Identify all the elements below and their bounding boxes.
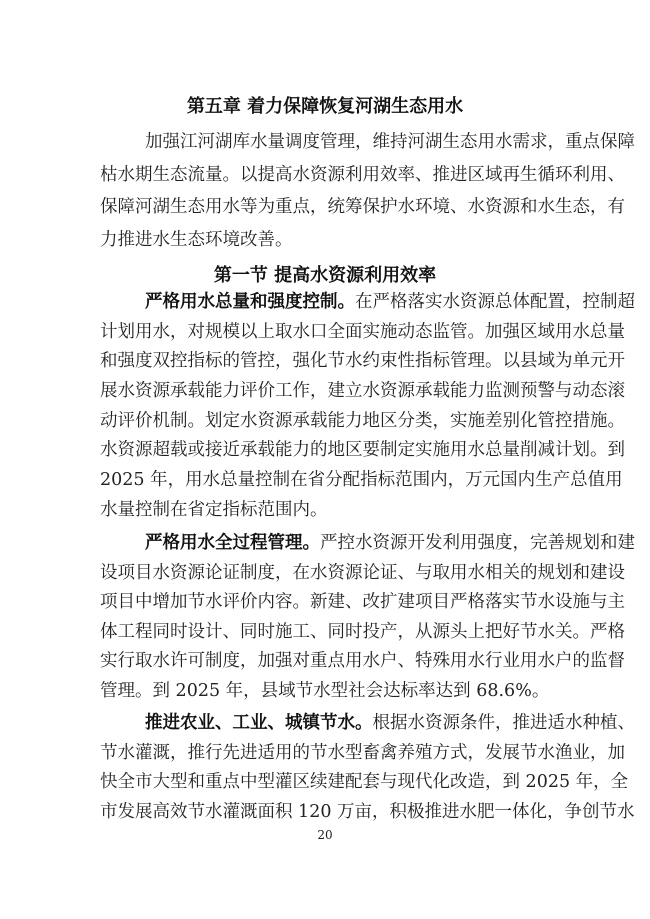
text-line: 枯水期生态流量。以提高水资源利用效率、推进区域再生循环利用、 (100, 164, 625, 185)
paragraph-lead: 严格用水全过程管理。 (145, 533, 320, 553)
text-line: 水量控制在省定指标范围内。 (100, 499, 328, 520)
text-segment: 严控水资源开发利用强度，完善规划和建 (320, 533, 635, 553)
page-number: 20 (317, 828, 333, 842)
text-line: 动评价机制。划定水资源承载能力地区分类，实施差别化管控措施。 (100, 410, 625, 431)
paragraph-lead: 严格用水总量和强度控制。 (145, 292, 355, 312)
text-line: 2025 年，用水总量控制在省分配指标范围内，万元国内生产总值用 (100, 470, 623, 491)
text-segment: 根据水资源条件，推进适水种植、 (372, 713, 635, 733)
text-line: 体工程同时设计、同时施工、同时投产，从源头上把好节水关。严格 (100, 621, 625, 642)
paragraph-water-total-control (100, 288, 635, 526)
text-segment: 在严格落实水资源总体配置，控制超 (355, 292, 635, 312)
text-line: 节水灌溉，推行先进适用的节水型畜禽养殖方式，发展节水渔业，加 (100, 742, 625, 763)
text-line: 快全市大型和重点中型灌区续建配套与现代化改造，到 2025 年，全 (100, 772, 629, 793)
text-line: 和强度双控指标的管控，强化节水约束性指标管理。以县域为单元开 (100, 351, 625, 372)
intro-paragraph (100, 128, 635, 258)
paragraph-lead: 推进农业、工业、城镇节水。 (145, 713, 373, 733)
text-line: 管理。到 2025 年，县域节水型社会达标率达到 68.6%。 (100, 680, 550, 701)
text-line (100, 529, 635, 559)
text-line: 市发展高效节水灌溉面积 120 万亩，积极推进水肥一体化，争创节水 (100, 801, 635, 822)
text-line: 计划用水，对规模以上取水口全面实施动态监管。加强区域用水总量 (100, 321, 625, 342)
text-line: 项目中增加节水评价内容。新建、改扩建项目严格落实节水设施与主 (100, 592, 625, 613)
paragraph-process-management (100, 529, 635, 707)
text-line: 保障河湖生态用水等为重点，统筹保护水环境、水资源和水生态，有 (100, 197, 625, 218)
text-line: 力推进水生态环境改善。 (100, 229, 293, 250)
text-line: 实行取水许可制度，加强对重点用水户、特殊用水行业用水户的监督 (100, 651, 625, 672)
text-line: 水资源超载或接近承载能力的地区要制定实施用水总量削减计划。到 (100, 440, 625, 461)
text-line: 展水资源承载能力评价工作，建立水资源承载能力监测预警与动态滚 (100, 381, 625, 402)
text-line (100, 709, 635, 739)
chapter-title: 第五章 着力保障恢复河湖生态用水 (186, 96, 464, 117)
text-line (100, 288, 635, 318)
text-line: 设项目水资源论证制度，在水资源论证、与取用水相关的规划和建设 (100, 562, 625, 583)
section-title: 第一节 提高水资源利用效率 (213, 265, 437, 286)
paragraph-sector-water-saving (100, 709, 635, 827)
text-line: 加强江河湖库水量调度管理，维持河湖生态用水需求，重点保障 (145, 132, 635, 152)
